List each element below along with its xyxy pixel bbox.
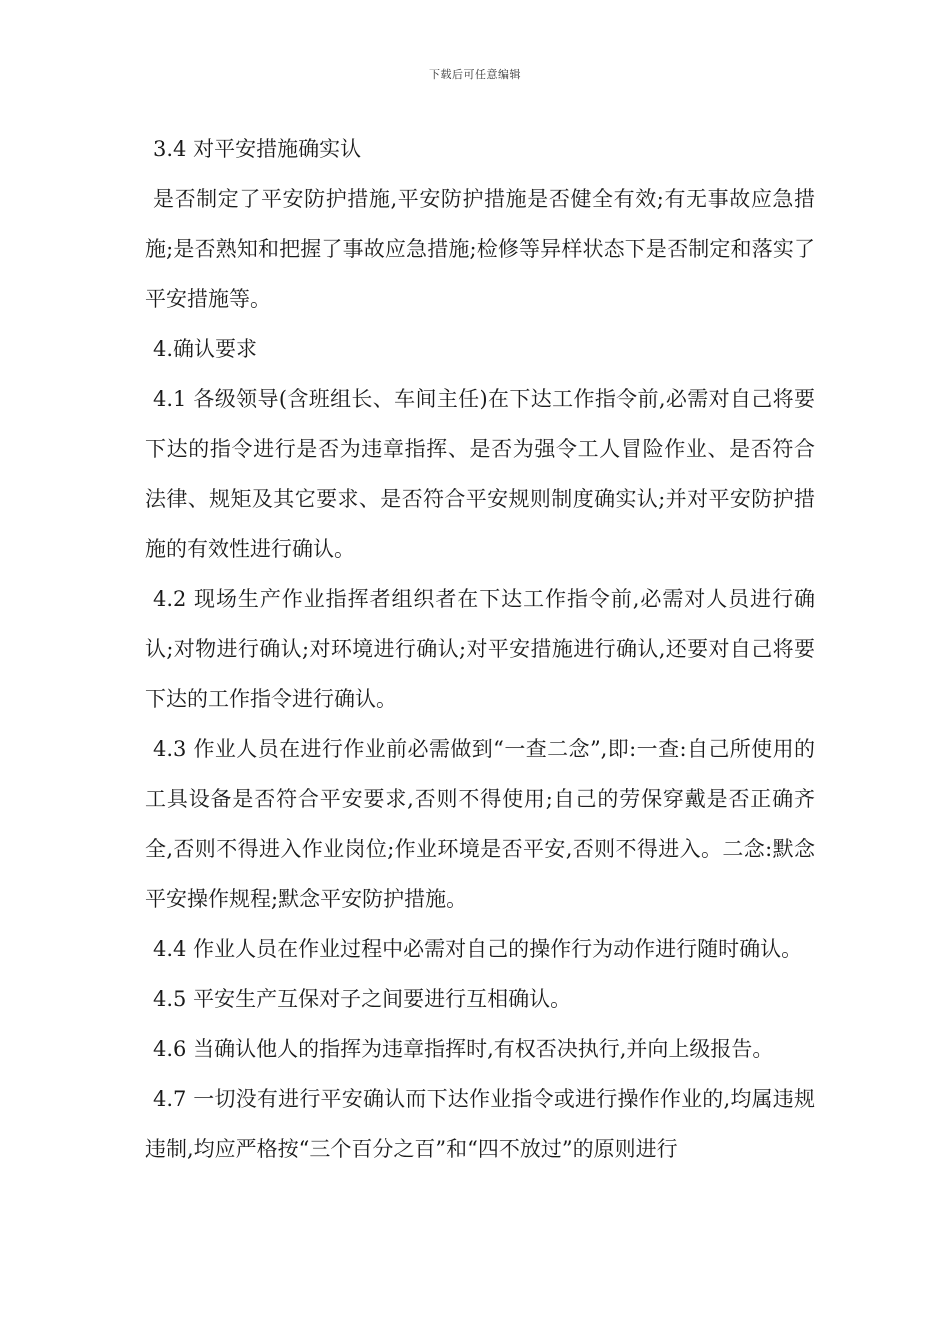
paragraph-4-7: 4.7 一切没有进行平安确认而下达作业指令或进行操作作业的,均属违规违制,均应严格按“三个百分之百”和“四不放过”的原则进行 [145, 1087, 815, 1161]
page-header-note: 下载后可任意编辑 [429, 68, 521, 81]
paragraph-4-4: 4.4 作业人员在作业过程中必需对自己的操作行为动作进行随时确认。 [153, 937, 803, 961]
section-heading-3-4: 3.4 对平安措施确实认 [153, 137, 362, 161]
paragraph-4-5: 4.5 平安生产互保对子之间要进行互相确认。 [153, 987, 572, 1011]
paragraph-4-3: 4.3 作业人员在进行作业前必需做到“一查二念”,即:一查:自己所使用的工具设备是否符合平安要求,否则不得使用;自己的劳保穿戴是否正确齐全,否则不得进入作业岗位;作业环境是否平安,否则不得进入。二念:默念平安操作规程;默念平安防护措施。 [145, 737, 815, 911]
paragraph-4-2: 4.2 现场生产作业指挥者组织者在下达工作指令前,必需对人员进行确认;对物进行确认;对环境进行确认;对平安措施进行确认,还要对自己将要下达的工作指令进行确认。 [145, 587, 815, 711]
paragraph-4-1: 4.1 各级领导(含班组长、车间主任)在下达工作指令前,必需对自己将要下达的指令进行是否为违章指挥、是否为强令工人冒险作业、是否符合法律、规矩及其它要求、是否符合平安规则制度确实认;并对平安防护措施的有效性进行确认。 [145, 387, 815, 561]
document-body [145, 124, 815, 1174]
section-heading-4: 4.确认要求 [153, 337, 258, 361]
paragraph-3-4-body: 是否制定了平安防护措施,平安防护措施是否健全有效;有无事故应急措施;是否熟知和把握了事故应急措施;检修等异样状态下是否制定和落实了平安措施等。 [145, 187, 815, 311]
paragraph-4-6: 4.6 当确认他人的指挥为违章指挥时,有权否决执行,并向上级报告。 [153, 1037, 774, 1061]
